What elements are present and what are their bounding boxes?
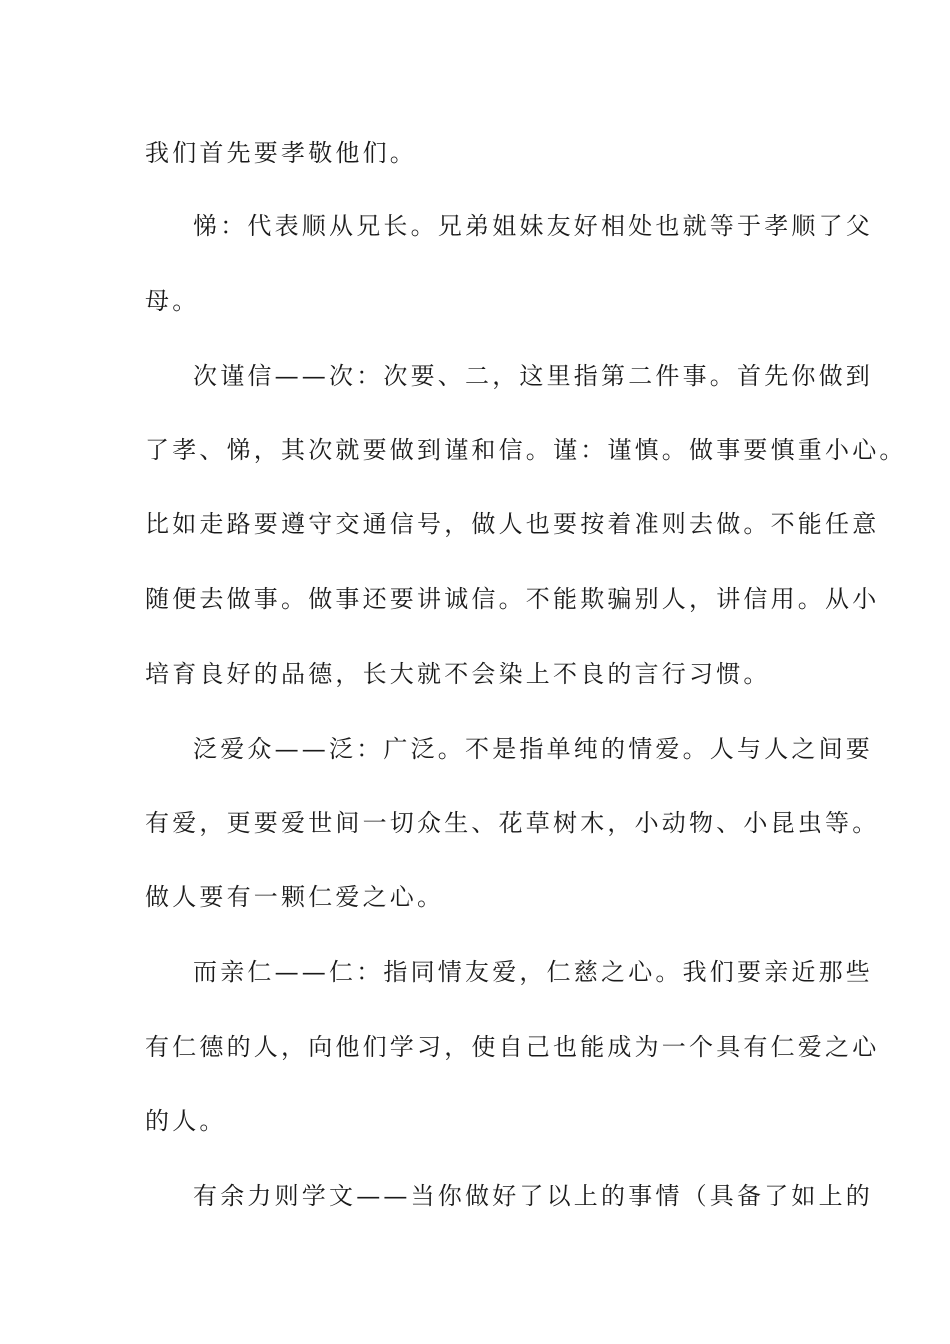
text-line: 母。: [145, 287, 200, 315]
text-line: 比如走路要遵守交通信号，做人也要按着准则去做。不能任意: [145, 510, 880, 538]
paragraph-start-line: 泛爱众——泛：广泛。不是指单纯的情爱。人与人之间要: [193, 735, 873, 763]
paragraph-start-line: 而亲仁——仁：指同情友爱，仁慈之心。我们要亲近那些: [193, 958, 873, 986]
text-line: 随便去做事。做事还要讲诚信。不能欺骗别人，讲信用。从小: [145, 585, 880, 613]
text-line: 我们首先要孝敬他们。: [145, 139, 417, 167]
paragraph-start-line: 悌：代表顺从兄长。兄弟姐妹友好相处也就等于孝顺了父: [193, 212, 873, 240]
text-line: 的人。: [145, 1107, 227, 1135]
text-line: 了孝、悌，其次就要做到谨和信。谨：谨慎。做事要慎重小心。: [145, 436, 907, 464]
paragraph-start-line: 有余力则学文——当你做好了以上的事情（具备了如上的: [193, 1182, 873, 1210]
text-line: 有仁德的人，向他们学习，使自己也能成为一个具有仁爱之心: [145, 1033, 880, 1061]
text-line: 做人要有一颗仁爱之心。: [145, 883, 445, 911]
text-line: 培育良好的品德，长大就不会染上不良的言行习惯。: [145, 660, 771, 688]
text-line: 有爱，更要爱世间一切众生、花草树木，小动物、小昆虫等。: [145, 809, 880, 837]
paragraph-start-line: 次谨信——次：次要、二，这里指第二件事。首先你做到: [193, 362, 873, 390]
